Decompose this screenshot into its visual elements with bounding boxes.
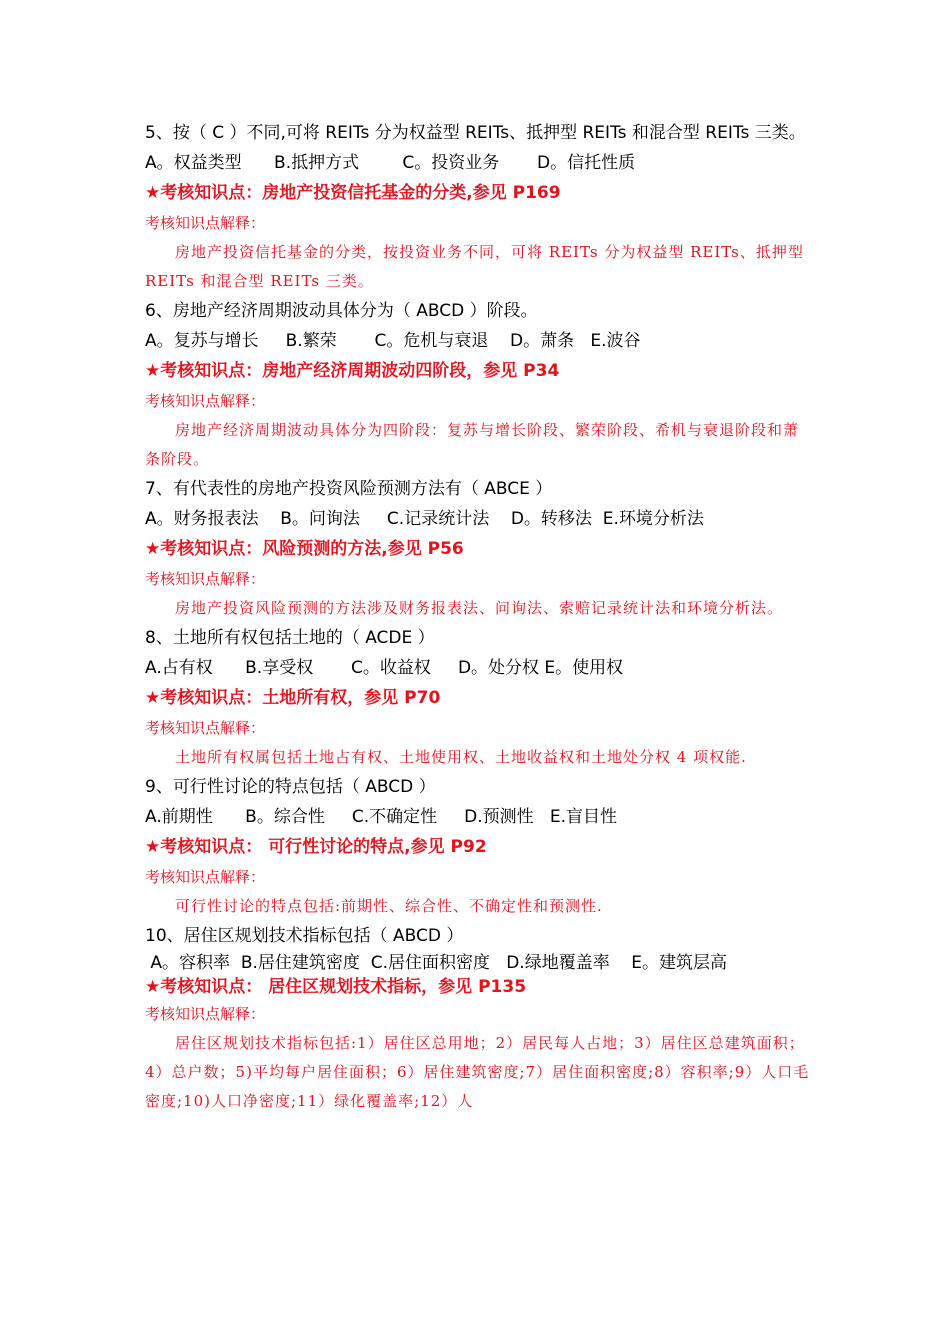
question-8 xyxy=(145,623,810,772)
explanation-text: 可行性讨论的特点包括:前期性、综合性、不确定性和预测性. xyxy=(175,897,603,915)
explanation-text: 土地所有权属包括土地占有权、土地使用权、土地收益权和土地处分权 4 项权能. xyxy=(175,748,747,766)
explanation-text: 房地产投资信托基金的分类，按投资业务不同，可将 REITs 分为权益型 REITs、抵押型 REITs 和混合型 REITs 三类。 xyxy=(145,243,804,290)
question-stem: 8、土地所有权包括土地的（ ACDE ） xyxy=(145,628,435,648)
knowledge-point: ★考核知识点： 居住区规划技术指标，参见 P135 xyxy=(145,977,527,997)
question-options: A.前期性 B。综合性 C.不确定性 D.预测性 E.盲目性 xyxy=(145,807,617,827)
explanation-label: 考核知识点解释： xyxy=(145,719,266,737)
question-stem: 6、房地产经济周期波动具体分为（ ABCD ）阶段。 xyxy=(145,301,538,321)
knowledge-point: ★考核知识点：房地产投资信托基金的分类,参见 P169 xyxy=(145,183,561,203)
knowledge-point: ★考核知识点：风险预测的方法,参见 P56 xyxy=(145,539,464,559)
question-stem: 9、可行性讨论的特点包括（ ABCD ） xyxy=(145,777,436,797)
question-10 xyxy=(145,921,810,1116)
knowledge-point: ★考核知识点： 可行性讨论的特点,参见 P92 xyxy=(145,837,487,857)
question-stem: 7、有代表性的房地产投资风险预测方法有（ ABCE ） xyxy=(145,479,553,499)
question-options: A。容积率 B.居住建筑密度 C.居住面积密度 D.绿地覆盖率 E。建筑层高 xyxy=(145,953,728,973)
explanation-text: 居住区规划技术指标包括:1）居住区总用地；2）居民每人占地；3）居住区总建筑面积；4）总户数；5)平均每户居住面积；6）居住建筑密度;7）居住面积密度;8）容积率;9）人口毛密度;10)人口净密度;11）绿化覆盖率;12）人 xyxy=(145,1034,810,1110)
question-stem: 5、按（ C ）不同,可将 REITs 分为权益型 REITs、抵押型 REITs 和混合型 REITs 三类。 xyxy=(145,123,806,143)
question-options: A。复苏与增长 B.繁荣 C。危机与衰退 D。萧条 E.波谷 xyxy=(145,331,641,351)
question-options: A。财务报表法 B。问询法 C.记录统计法 D。转移法 E.环境分析法 xyxy=(145,509,704,529)
question-7 xyxy=(145,474,810,623)
explanation-label: 考核知识点解释： xyxy=(145,1005,266,1023)
question-list xyxy=(145,118,810,1116)
explanation-label: 考核知识点解释： xyxy=(145,392,266,410)
explanation-label: 考核知识点解释： xyxy=(145,570,266,588)
explanation-label: 考核知识点解释： xyxy=(145,868,266,886)
question-5 xyxy=(145,118,810,296)
explanation-text: 房地产投资风险预测的方法涉及财务报表法、问询法、索赔记录统计法和环境分析法。 xyxy=(175,599,784,617)
question-6 xyxy=(145,296,810,474)
question-options: A。权益类型 B.抵押方式 C。投资业务 D。信托性质 xyxy=(145,153,636,173)
question-stem: 10、居住区规划技术指标包括（ ABCD ） xyxy=(145,926,464,946)
explanation-label: 考核知识点解释： xyxy=(145,214,266,232)
knowledge-point: ★考核知识点：土地所有权，参见 P70 xyxy=(145,688,441,708)
question-9 xyxy=(145,772,810,921)
question-options: A.占有权 B.享受权 C。收益权 D。处分权 E。使用权 xyxy=(145,658,624,678)
explanation-text: 房地产经济周期波动具体分为四阶段：复苏与增长阶段、繁荣阶段、希机与衰退阶段和萧条阶段。 xyxy=(145,421,800,468)
knowledge-point: ★考核知识点：房地产经济周期波动四阶段，参见 P34 xyxy=(145,361,560,381)
